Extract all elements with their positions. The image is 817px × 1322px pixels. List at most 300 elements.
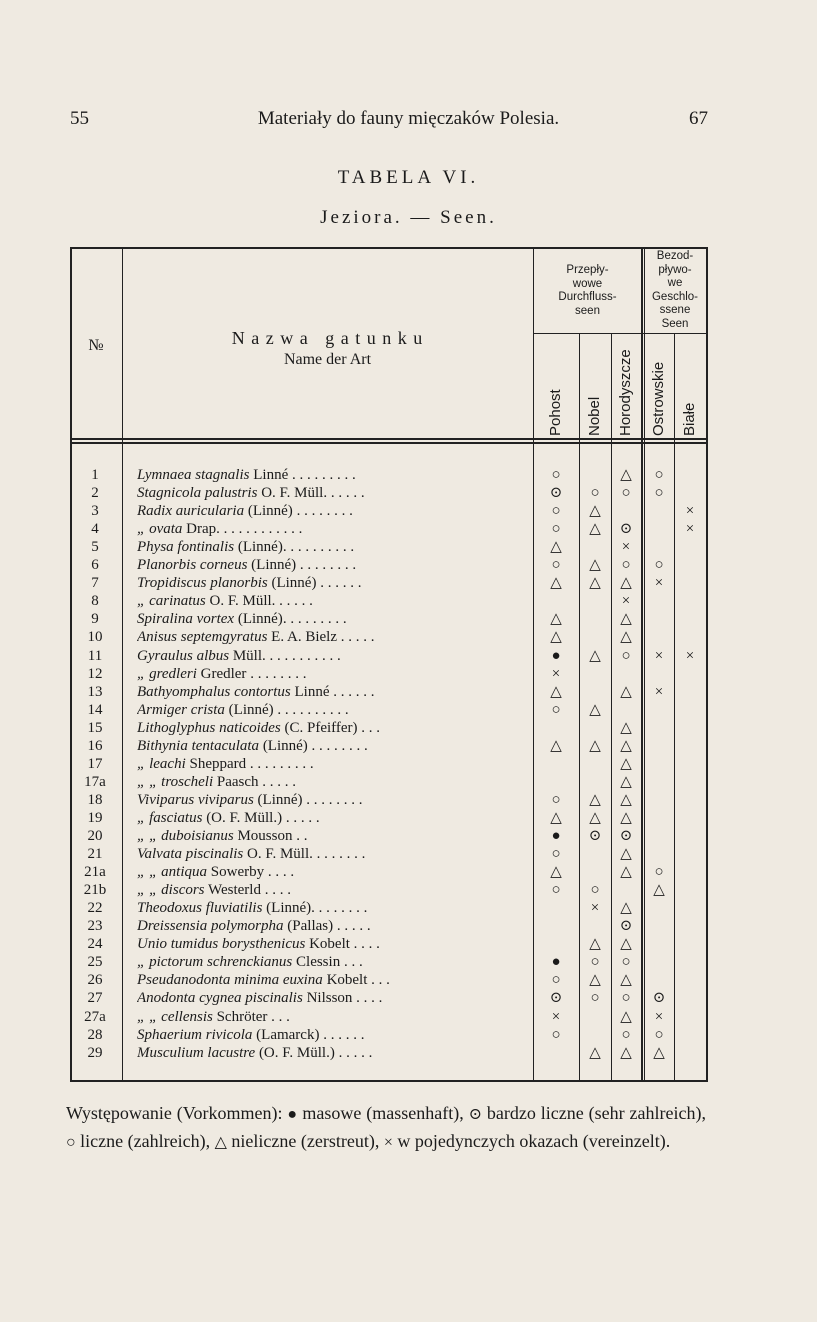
group-header-line: Seen bbox=[661, 317, 689, 330]
occurrence-mark: △ bbox=[550, 575, 562, 592]
table-row bbox=[0, 521, 817, 537]
table-row bbox=[0, 485, 817, 501]
species-name bbox=[137, 918, 533, 934]
occurrence-mark: × bbox=[654, 575, 664, 592]
table-row bbox=[0, 828, 817, 844]
occurrence-mark: ○ bbox=[551, 1026, 561, 1043]
species-epithet: Armiger crista bbox=[137, 701, 225, 718]
occurrence-mark: ○ bbox=[551, 557, 561, 574]
species-name bbox=[137, 792, 533, 808]
leader-dots: . . . . . . . . bbox=[292, 503, 353, 520]
occurrence-mark: ○ bbox=[654, 557, 664, 574]
species-author: Paasch bbox=[213, 773, 259, 790]
occurrence-mark: ○ bbox=[621, 557, 631, 574]
row-number: 21a bbox=[84, 864, 106, 881]
table-title: TABELA VI. bbox=[337, 167, 480, 188]
species-name bbox=[137, 593, 533, 609]
species-name bbox=[137, 846, 533, 862]
occurrence-mark: ○ bbox=[551, 972, 561, 989]
name-column-header-de: Name der Art bbox=[283, 351, 372, 368]
leader-dots: . . . . . . . . . bbox=[246, 755, 314, 772]
species-author: Sowerby bbox=[207, 864, 265, 881]
species-author: (Linné) bbox=[234, 611, 283, 628]
species-author: Gredler bbox=[196, 665, 247, 682]
occurrence-mark: △ bbox=[620, 683, 632, 700]
occurrence-mark: ○ bbox=[654, 467, 664, 483]
lake-header-biale: Białe bbox=[681, 402, 698, 436]
row-number: 13 bbox=[87, 683, 103, 700]
species-epithet: „ „ cellensis bbox=[137, 1008, 213, 1025]
species-name bbox=[137, 774, 533, 790]
table-row bbox=[0, 738, 817, 754]
species-author: (O. F. Müll.) bbox=[202, 809, 283, 826]
leader-dots: . . . . bbox=[352, 990, 383, 1007]
species-author: Westerld bbox=[204, 882, 261, 899]
occurrence-mark: △ bbox=[620, 1008, 632, 1025]
row-number: 6 bbox=[91, 557, 99, 574]
species-author: (Linné) bbox=[247, 557, 297, 574]
table-row bbox=[0, 467, 817, 483]
species-name bbox=[137, 521, 533, 537]
occurrence-mark: × bbox=[654, 683, 664, 700]
species-name bbox=[137, 666, 533, 682]
occurrence-mark: × bbox=[654, 647, 664, 664]
occurrence-mark: △ bbox=[620, 864, 632, 881]
occurrence-mark: ○ bbox=[551, 846, 561, 863]
table-row bbox=[0, 810, 817, 826]
occurrence-mark: ⊙ bbox=[549, 485, 563, 502]
species-name bbox=[137, 972, 533, 988]
species-epithet: Valvata piscinalis bbox=[137, 846, 244, 863]
occurrence-mark: ⊙ bbox=[652, 990, 666, 1007]
leader-dots: . . bbox=[292, 828, 308, 844]
occurrence-mark: △ bbox=[620, 755, 632, 772]
species-epithet: Sphaerium rivicola bbox=[137, 1026, 253, 1043]
legend-massive: masowe (massenhaft), bbox=[297, 1103, 469, 1123]
species-epithet: Musculium lacustre bbox=[137, 1044, 256, 1061]
occurrence-mark: △ bbox=[620, 467, 632, 483]
species-author: (Linné) bbox=[224, 701, 274, 718]
species-epithet: Physa fontinalis bbox=[137, 539, 235, 556]
occurrence-mark: ○ bbox=[654, 1026, 664, 1043]
occurrence-mark: △ bbox=[550, 629, 562, 646]
leader-dots: . . . . . . bbox=[316, 575, 362, 592]
occurrence-mark: △ bbox=[550, 809, 562, 826]
group-header-line: Bezod- bbox=[656, 250, 694, 262]
leader-dots: . . . . . . . . . . bbox=[282, 539, 355, 556]
occurrence-mark: △ bbox=[550, 683, 562, 700]
occurrence-mark: ○ bbox=[551, 521, 561, 538]
species-epithet: Bithynia tentaculata bbox=[137, 737, 260, 754]
row-number: 27 bbox=[87, 990, 103, 1007]
species-epithet: „ fasciatus bbox=[137, 809, 203, 826]
species-author: O. F. Müll. bbox=[243, 846, 313, 863]
leader-dots: . . . . . bbox=[327, 485, 365, 502]
leader-dots: . . . . . . bbox=[329, 683, 375, 700]
row-number: 26 bbox=[87, 972, 103, 989]
occurrence-mark: ○ bbox=[590, 954, 600, 971]
occurrence-mark: × bbox=[621, 593, 631, 610]
leader-dots: . . . . bbox=[349, 936, 380, 953]
occurrence-mark: ○ bbox=[621, 1026, 631, 1043]
leader-dots: . . . . . . . . . . bbox=[265, 647, 341, 664]
occurrence-mark: ● bbox=[551, 954, 561, 971]
row-number: 15 bbox=[87, 719, 103, 736]
row-number: 2 bbox=[91, 485, 99, 502]
occurrence-mark: △ bbox=[589, 701, 601, 718]
occurrence-mark: △ bbox=[620, 936, 632, 953]
species-author: E. A. Bielz bbox=[267, 629, 337, 646]
occurrence-mark: × bbox=[621, 539, 631, 556]
occurrence-mark: ○ bbox=[590, 990, 600, 1007]
occurrence-mark: △ bbox=[550, 539, 562, 556]
occurrence-mark: ○ bbox=[551, 503, 561, 520]
group-header-line: Geschlo- bbox=[651, 290, 699, 303]
species-name bbox=[137, 720, 533, 736]
leader-dots: . . . . . . . . . bbox=[282, 611, 347, 628]
row-number: 23 bbox=[87, 918, 103, 935]
species-name bbox=[137, 611, 533, 627]
species-epithet: „ „ antiqua bbox=[137, 864, 208, 881]
table-row bbox=[0, 900, 817, 916]
occurrence-mark: △ bbox=[589, 521, 601, 538]
species-author: (Lamarck) bbox=[252, 1026, 320, 1043]
species-author: Kobelt bbox=[305, 936, 350, 953]
row-number: 10 bbox=[87, 629, 103, 646]
occurrence-mark: △ bbox=[589, 737, 601, 754]
occurrence-mark: △ bbox=[620, 791, 632, 808]
species-author: (O. F. Müll.) bbox=[255, 1044, 335, 1061]
group-header-line: seen bbox=[575, 304, 600, 317]
species-author: Kobelt bbox=[322, 972, 368, 989]
species-epithet: Tropidiscus planorbis bbox=[137, 575, 268, 592]
species-name bbox=[137, 1027, 533, 1043]
row-number: 20 bbox=[87, 828, 103, 844]
occurrence-mark: ⊙ bbox=[588, 828, 602, 844]
species-name bbox=[137, 900, 533, 916]
table-row bbox=[0, 629, 817, 645]
scattered-symbol: △ bbox=[214, 1134, 227, 1151]
number-column-header: № bbox=[88, 337, 104, 354]
occurrence-mark: △ bbox=[589, 557, 601, 574]
row-number: 18 bbox=[87, 791, 103, 808]
table-row bbox=[0, 1027, 817, 1043]
row-number: 16 bbox=[87, 737, 103, 754]
occurrence-mark: ⊙ bbox=[549, 990, 563, 1007]
table-row bbox=[0, 792, 817, 808]
species-name bbox=[137, 882, 533, 898]
species-epithet: Lithoglyphus naticoides bbox=[137, 719, 281, 736]
leader-dots: . . . . . . bbox=[319, 1026, 365, 1043]
occurrence-mark: × bbox=[551, 1008, 561, 1025]
species-name bbox=[137, 557, 533, 573]
row-number: 25 bbox=[87, 954, 103, 971]
species-author: Clessin bbox=[292, 954, 341, 971]
species-epithet: Bathyomphalus contortus bbox=[137, 683, 291, 700]
table-row bbox=[0, 990, 817, 1006]
species-epithet: „ leachi bbox=[137, 755, 186, 772]
lake-header-nobel: Nobel bbox=[586, 396, 603, 436]
species-name bbox=[137, 1009, 533, 1025]
occurrence-mark: × bbox=[685, 503, 695, 520]
species-name bbox=[137, 756, 533, 772]
occurrence-mark: △ bbox=[589, 647, 601, 664]
table-row bbox=[0, 1009, 817, 1025]
table-row bbox=[0, 593, 817, 609]
group-header-line: Przepły- bbox=[566, 264, 609, 276]
leader-dots: . . . . . bbox=[333, 918, 371, 935]
table-row bbox=[0, 666, 817, 682]
occurrence-mark: △ bbox=[620, 719, 632, 736]
occurrence-mark: ○ bbox=[621, 954, 631, 971]
species-author: O. F. Müll. bbox=[205, 593, 276, 610]
species-name bbox=[137, 810, 533, 826]
species-author: (Linné) bbox=[244, 503, 293, 520]
leader-dots: . . . . . . . . . bbox=[288, 467, 356, 483]
occurrence-mark: △ bbox=[620, 629, 632, 646]
group-header-line: we bbox=[667, 277, 683, 289]
leader-dots: . . . . . . . . . . . bbox=[219, 521, 303, 538]
occurrence-mark: × bbox=[685, 647, 695, 664]
species-name bbox=[137, 828, 533, 844]
species-author: Drap. bbox=[182, 521, 220, 538]
occurrence-mark: △ bbox=[589, 791, 601, 808]
leader-dots: . . . . . . . . bbox=[307, 737, 368, 754]
species-author: (Linné) bbox=[267, 575, 317, 592]
occurrence-mark: ○ bbox=[654, 864, 664, 881]
species-name bbox=[137, 864, 533, 880]
leader-dots: . . . . . . . . bbox=[246, 665, 307, 682]
species-name bbox=[137, 539, 533, 555]
occurrence-mark: △ bbox=[620, 773, 632, 790]
occurrence-mark: △ bbox=[589, 972, 601, 989]
lake-header-ostrowskie: Ostrowskie bbox=[650, 361, 667, 436]
lake-header-horodyszcze: Horodyszcze bbox=[617, 349, 634, 436]
leader-dots: . . . bbox=[367, 972, 390, 989]
occurrence-mark: △ bbox=[589, 503, 601, 520]
row-number: 3 bbox=[91, 503, 99, 520]
species-epithet: Dreissensia polymorpha bbox=[137, 918, 284, 935]
table-row bbox=[0, 918, 817, 934]
species-author: Nilsson bbox=[302, 990, 353, 1007]
occurrence-mark: ● bbox=[551, 647, 561, 664]
species-author: Schröter bbox=[212, 1008, 268, 1025]
row-number: 1 bbox=[91, 467, 99, 483]
table-row bbox=[0, 539, 817, 555]
leader-dots: . . . . . . . bbox=[312, 846, 366, 863]
leader-dots: . . . bbox=[357, 719, 381, 736]
occurrence-mark: ○ bbox=[621, 485, 631, 502]
species-name bbox=[137, 954, 533, 970]
species-epithet: Lymnaea stagnalis bbox=[137, 467, 250, 483]
species-author: (Linné) bbox=[253, 791, 303, 808]
row-number: 17 bbox=[87, 755, 103, 772]
occurrence-mark: △ bbox=[589, 809, 601, 826]
species-name bbox=[137, 503, 533, 519]
table-row bbox=[0, 611, 817, 627]
occurrence-mark: ⊙ bbox=[619, 828, 633, 844]
occurrence-mark: ○ bbox=[590, 485, 600, 502]
species-name bbox=[137, 467, 533, 483]
table-row bbox=[0, 503, 817, 519]
table-row bbox=[0, 684, 817, 700]
occurrence-mark: △ bbox=[589, 1044, 601, 1061]
species-epithet: Anisus septemgyratus bbox=[137, 629, 268, 646]
lake-header-pohost: Pohost bbox=[547, 389, 564, 436]
table-row bbox=[0, 936, 817, 952]
occurrence-mark: △ bbox=[620, 972, 632, 989]
species-author: Mousson bbox=[233, 828, 293, 844]
leader-dots: . . . . . . . . . . bbox=[273, 701, 349, 718]
species-epithet: Stagnicola palustris bbox=[137, 485, 258, 502]
species-name bbox=[137, 738, 533, 754]
occurrence-mark: ○ bbox=[551, 701, 561, 718]
row-number: 5 bbox=[91, 539, 99, 556]
occurrence-mark: △ bbox=[620, 846, 632, 863]
occurrence-mark: ○ bbox=[654, 485, 664, 502]
species-epithet: „ pictorum schrenckianus bbox=[137, 954, 293, 971]
leader-dots: . . . . . bbox=[282, 809, 320, 826]
species-author: Linné bbox=[290, 683, 330, 700]
species-epithet: Unio tumidus borysthenicus bbox=[137, 936, 306, 953]
species-epithet: „ „ troscheli bbox=[137, 773, 214, 790]
occurrence-mark: △ bbox=[550, 737, 562, 754]
row-number: 21b bbox=[83, 882, 107, 899]
species-author: (C. Pfeiffer) bbox=[280, 719, 358, 736]
occurrence-mark: △ bbox=[653, 1044, 665, 1061]
species-author: (Linné) bbox=[259, 737, 308, 754]
group-header-line: Durchfluss- bbox=[558, 291, 617, 303]
table-row bbox=[0, 972, 817, 988]
row-number: 12 bbox=[87, 665, 103, 682]
legend-single: w pojedynczych okazach (vereinzelt). bbox=[392, 1131, 671, 1151]
row-number: 24 bbox=[87, 936, 103, 953]
species-name bbox=[137, 1045, 533, 1061]
leader-dots: . . . . . bbox=[258, 773, 297, 790]
table-row bbox=[0, 882, 817, 898]
occurrence-mark: ● bbox=[551, 828, 561, 844]
species-name bbox=[137, 629, 533, 645]
occurrence-mark: △ bbox=[620, 737, 632, 754]
table-row bbox=[0, 720, 817, 736]
occurrence-mark: ○ bbox=[551, 791, 561, 808]
row-number: 9 bbox=[91, 611, 99, 628]
occurrence-mark: ⊙ bbox=[619, 918, 633, 935]
row-number: 4 bbox=[91, 521, 99, 538]
row-number: 8 bbox=[91, 593, 99, 610]
occurrence-mark: △ bbox=[550, 864, 562, 881]
row-number: 22 bbox=[87, 900, 103, 917]
table-row bbox=[0, 756, 817, 772]
table-row bbox=[0, 702, 817, 718]
species-name bbox=[137, 702, 533, 718]
leader-dots: . . . bbox=[340, 954, 363, 971]
leader-dots: . . . . . . . . bbox=[311, 900, 368, 917]
species-author: (Linné) bbox=[262, 900, 312, 917]
table-row bbox=[0, 774, 817, 790]
species-epithet: Theodoxus fluviatilis bbox=[137, 900, 263, 917]
running-title: Materiały do fauny mięczaków Polesia. bbox=[257, 108, 560, 129]
occurrence-mark: △ bbox=[620, 575, 632, 592]
page-number-left: 55 bbox=[70, 108, 89, 129]
species-epithet: Gyraulus albus bbox=[137, 647, 230, 664]
table-row bbox=[0, 864, 817, 880]
species-epithet: „ gredleri bbox=[137, 665, 197, 682]
species-epithet: „ carinatus bbox=[137, 593, 206, 610]
leader-dots: . . . . bbox=[264, 864, 295, 881]
occurrence-mark: △ bbox=[653, 882, 665, 899]
species-author: O. F. Müll. bbox=[257, 485, 328, 502]
occurrence-mark: △ bbox=[589, 575, 601, 592]
table-row bbox=[0, 575, 817, 591]
legend bbox=[66, 1100, 706, 1156]
occurrence-mark: ⊙ bbox=[619, 521, 633, 538]
species-name bbox=[137, 575, 533, 591]
page-number-right: 67 bbox=[689, 108, 708, 129]
species-author: Müll. bbox=[229, 647, 266, 664]
species-author: Linné bbox=[249, 467, 289, 483]
group-header-line: pływo- bbox=[658, 263, 692, 276]
leader-dots: . . . . . . . . bbox=[296, 557, 357, 574]
row-number: 14 bbox=[87, 701, 103, 718]
species-epithet: Viviparus viviparus bbox=[137, 791, 254, 808]
numerous-symbol: ○ bbox=[66, 1134, 76, 1151]
row-number: 11 bbox=[87, 647, 103, 664]
species-author: (Pallas) bbox=[283, 918, 334, 935]
occurrence-mark: △ bbox=[620, 611, 632, 628]
legend-prefix: Występowanie (Vorkommen): bbox=[66, 1103, 283, 1123]
species-name bbox=[137, 684, 533, 700]
legend-numerous: liczne (zahlreich), bbox=[75, 1131, 215, 1151]
species-name bbox=[137, 936, 533, 952]
leader-dots: . . . . . bbox=[275, 593, 313, 610]
leader-dots: . . . . . . . . bbox=[302, 791, 363, 808]
species-epithet: „ ovata bbox=[137, 521, 183, 538]
table-row bbox=[0, 846, 817, 862]
occurrence-mark: ○ bbox=[621, 990, 631, 1007]
species-epithet: Pseudanodonta minima euxina bbox=[137, 972, 323, 989]
table-row bbox=[0, 954, 817, 970]
species-name bbox=[137, 485, 533, 501]
row-number: 28 bbox=[87, 1026, 103, 1043]
species-epithet: „ „ discors bbox=[137, 882, 205, 899]
table-subtitle: Jeziora. — Seen. bbox=[320, 207, 497, 228]
species-author: (Linné) bbox=[234, 539, 283, 556]
species-epithet: „ „ duboisianus bbox=[137, 828, 234, 844]
species-name bbox=[137, 990, 533, 1006]
table-row bbox=[0, 648, 817, 664]
occurrence-mark: ○ bbox=[551, 882, 561, 899]
massive-symbol: ● bbox=[287, 1106, 298, 1123]
single-symbol: × bbox=[383, 1134, 393, 1151]
occurrence-mark: ○ bbox=[551, 467, 561, 483]
table-row bbox=[0, 557, 817, 573]
group-header-line: ssene bbox=[659, 304, 691, 316]
row-number: 19 bbox=[87, 809, 103, 826]
species-name bbox=[137, 648, 533, 664]
occurrence-mark: △ bbox=[589, 936, 601, 953]
name-column-header-pl: N a z w a g a t u n k u bbox=[231, 328, 424, 348]
occurrence-mark: × bbox=[685, 521, 695, 538]
occurrence-mark: ○ bbox=[590, 882, 600, 899]
leader-dots: . . . . bbox=[260, 882, 291, 899]
species-epithet: Radix auricularia bbox=[137, 503, 245, 520]
occurrence-mark: ○ bbox=[621, 647, 631, 664]
table-row bbox=[0, 1045, 817, 1061]
row-number: 7 bbox=[91, 575, 99, 592]
occurrence-mark: △ bbox=[620, 1044, 632, 1061]
legend-scattered: nieliczne (zerstreut), bbox=[226, 1131, 384, 1151]
